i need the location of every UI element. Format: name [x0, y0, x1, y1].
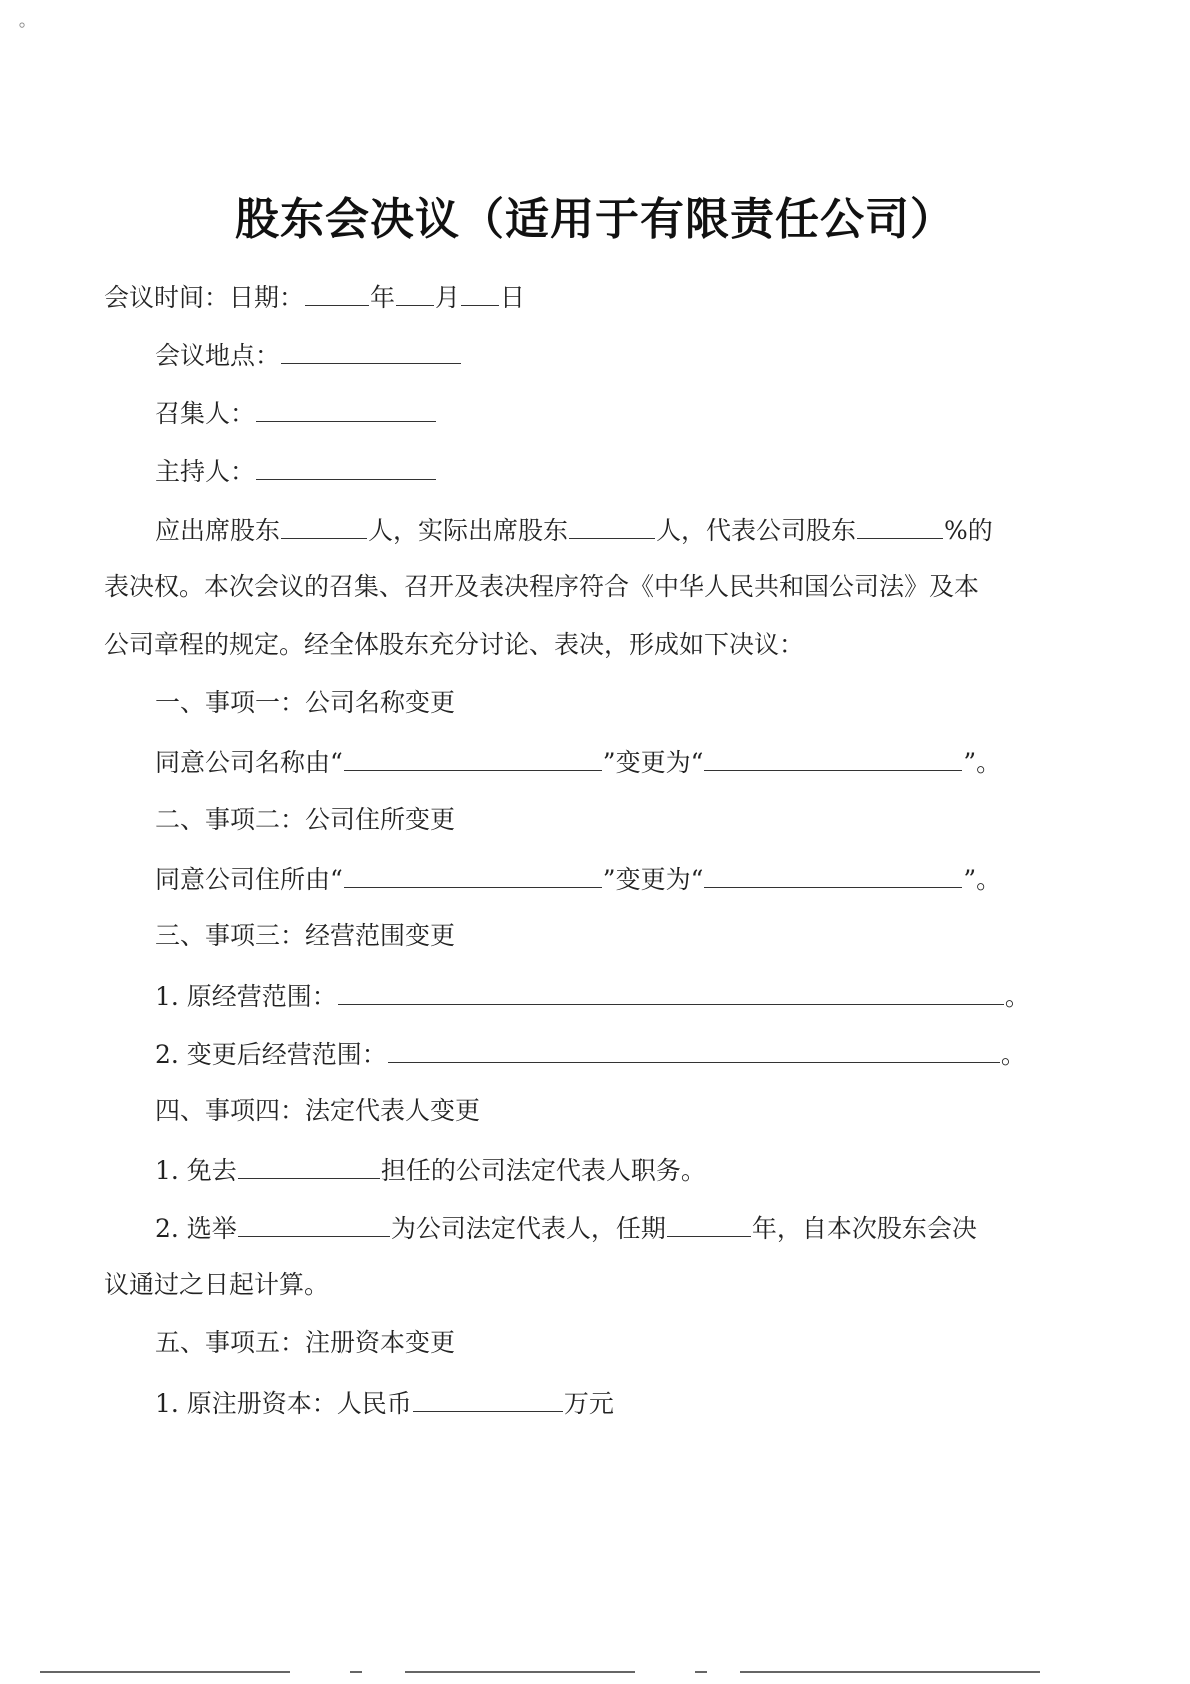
item5-heading: 五、事项五：注册资本变更 — [155, 1328, 456, 1357]
host-label: 主持人： — [155, 457, 256, 486]
month-label: 月 — [435, 283, 461, 312]
meeting-time-label: 会议时间：日期： — [104, 283, 305, 312]
meeting-place-blank — [281, 337, 461, 364]
month-blank — [396, 279, 434, 306]
item4-elect-line-2: 议通过之日起计算。 — [104, 1270, 330, 1299]
day-label: 日 — [500, 283, 526, 312]
item1-text-b: ”变更为“ — [602, 748, 704, 777]
original-scope-blank — [338, 978, 1004, 1005]
attendance-line-1 — [155, 512, 993, 548]
original-capital-label: 1. 原注册资本：人民币 — [155, 1389, 412, 1418]
old-name-blank — [344, 744, 602, 771]
meeting-place-label: 会议地点： — [155, 341, 281, 370]
year-blank — [305, 279, 369, 306]
new-name-blank — [704, 744, 962, 771]
item2-text-line — [155, 861, 1001, 897]
voting-percent-blank — [857, 512, 943, 539]
meeting-time-line — [104, 279, 525, 315]
attendance-line-2: 表决权。本次会议的召集、召开及表决程序符合《中华人民共和国公司法》及本 — [104, 572, 980, 601]
elect-text-c: 年，自本次股东会决 — [751, 1214, 977, 1243]
item4-elect-line — [155, 1210, 977, 1246]
attendance-text-a: 应出席股东 — [155, 516, 281, 545]
day-blank — [461, 279, 499, 306]
changed-scope-label: 2. 变更后经营范围： — [155, 1040, 387, 1069]
required-shareholders-blank — [281, 512, 367, 539]
remove-text-b: 担任的公司法定代表人职务。 — [380, 1156, 706, 1185]
document-title: 股东会决议（适用于有限责任公司） — [235, 194, 955, 245]
item4-remove-line — [155, 1152, 706, 1188]
attendance-text-c: 人，代表公司股东 — [656, 516, 857, 545]
convener-line — [155, 395, 437, 431]
item2-text-a: 同意公司住所由“ — [155, 865, 343, 894]
original-capital-unit: 万元 — [563, 1389, 614, 1418]
new-address-blank — [704, 861, 962, 888]
original-scope-label: 1. 原经营范围： — [155, 982, 337, 1011]
remove-text-a: 1. 免去 — [155, 1156, 237, 1185]
bottom-scan-rule-1 — [40, 1671, 290, 1673]
original-scope-end: 。 — [1004, 982, 1030, 1011]
changed-scope-blank — [388, 1036, 1000, 1063]
bottom-scan-rule-5 — [740, 1671, 1040, 1673]
original-capital-blank — [413, 1385, 563, 1412]
actual-shareholders-blank — [569, 512, 655, 539]
item2-text-c: ”。 — [963, 865, 1002, 894]
attendance-text-d: %的 — [944, 516, 993, 545]
item1-heading: 一、事项一：公司名称变更 — [155, 688, 456, 717]
old-address-blank — [344, 861, 602, 888]
elect-text-b: 为公司法定代表人，任期 — [390, 1214, 666, 1243]
scan-artifact-icon: ⸰ — [18, 18, 27, 34]
elected-person-blank — [238, 1210, 390, 1237]
convener-blank — [256, 395, 436, 422]
item5-original-line — [155, 1385, 614, 1421]
host-blank — [256, 453, 436, 480]
elect-text-a: 2. 选举 — [155, 1214, 237, 1243]
bottom-scan-rule-3 — [405, 1671, 635, 1673]
attendance-line-3: 公司章程的规定。经全体股东充分讨论、表决，形成如下决议： — [104, 630, 805, 659]
meeting-place-line — [155, 337, 462, 373]
term-years-blank — [667, 1210, 751, 1237]
item3-changed-line — [155, 1036, 1026, 1072]
item1-text-c: ”。 — [963, 748, 1002, 777]
host-line — [155, 453, 437, 489]
attendance-text-b: 人，实际出席股东 — [368, 516, 569, 545]
item1-text-a: 同意公司名称由“ — [155, 748, 343, 777]
convener-label: 召集人： — [155, 399, 256, 428]
year-label: 年 — [370, 283, 396, 312]
item3-original-line — [155, 978, 1030, 1014]
changed-scope-end: 。 — [1000, 1040, 1026, 1069]
item2-heading: 二、事项二：公司住所变更 — [155, 805, 456, 834]
item2-text-b: ”变更为“ — [602, 865, 704, 894]
bottom-scan-rule-2 — [350, 1671, 362, 1673]
bottom-scan-rule-4 — [695, 1671, 707, 1673]
removed-person-blank — [238, 1152, 380, 1179]
item3-heading: 三、事项三：经营范围变更 — [155, 921, 456, 950]
item1-text-line — [155, 744, 1001, 780]
item4-heading: 四、事项四：法定代表人变更 — [155, 1096, 481, 1125]
